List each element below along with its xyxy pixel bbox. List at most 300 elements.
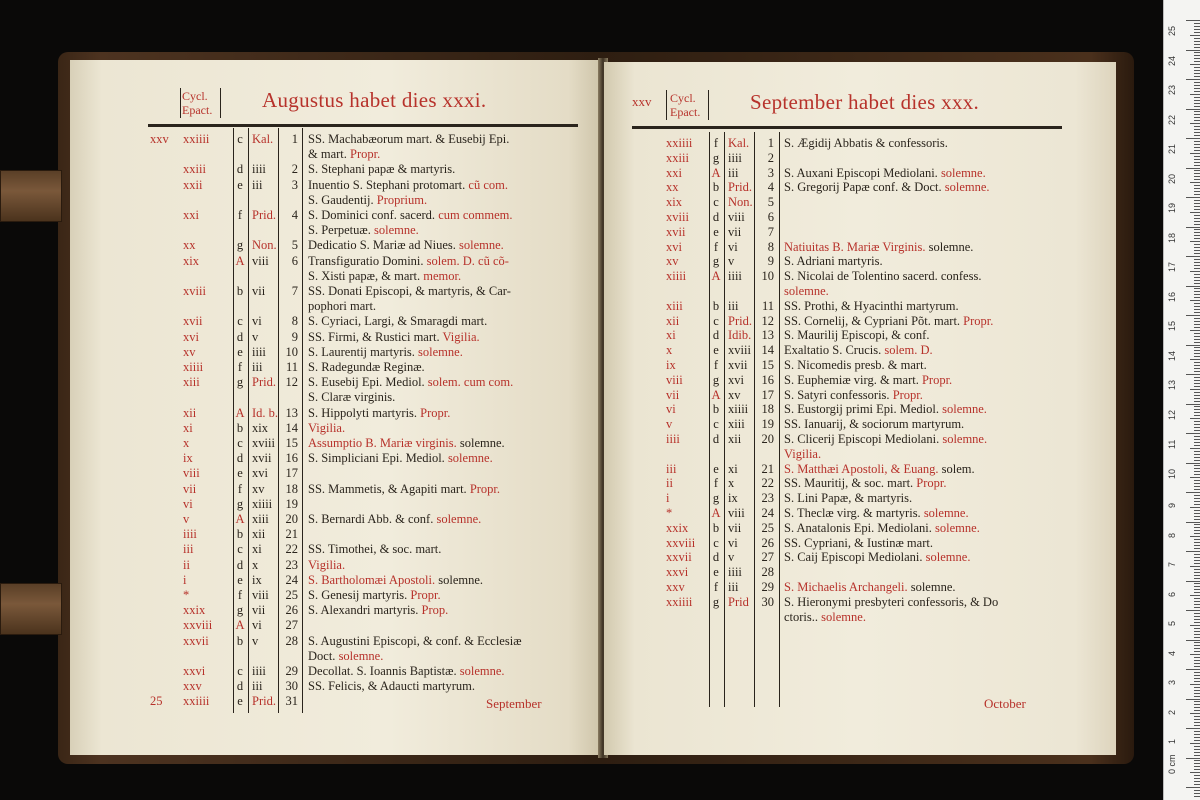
ruler-tick bbox=[1194, 793, 1200, 794]
cycle-number: i bbox=[666, 491, 670, 506]
measuring-ruler bbox=[1163, 0, 1200, 800]
ruler-tick bbox=[1194, 135, 1200, 136]
table-row bbox=[604, 166, 1116, 182]
cycle-number: xvii bbox=[666, 224, 686, 239]
roman-date: iiii bbox=[728, 150, 742, 165]
rubric-note: solemne. bbox=[942, 402, 987, 417]
rubric-note: Prop. bbox=[421, 603, 449, 618]
roman-date: xiii bbox=[728, 417, 745, 432]
ruler-tick bbox=[1194, 480, 1200, 481]
ruler-tick bbox=[1194, 790, 1200, 791]
roman-date: xviii bbox=[252, 436, 275, 450]
ruler-tick bbox=[1194, 132, 1200, 133]
ruler-tick bbox=[1194, 339, 1200, 340]
ruler-tick bbox=[1194, 563, 1200, 564]
dominical-letter: g bbox=[712, 254, 720, 269]
roman-date: Prid. bbox=[252, 375, 276, 390]
cycle-number: v bbox=[666, 417, 673, 432]
dominical-letter: b bbox=[712, 298, 720, 313]
dominical-letter: d bbox=[712, 550, 720, 565]
dominical-letter: c bbox=[713, 195, 719, 210]
day-number: 13 bbox=[285, 405, 298, 420]
feast-name: SS. Prothi, & Hyacinthi martyrum. bbox=[784, 298, 959, 313]
roman-date: iiii bbox=[252, 664, 266, 678]
table-row bbox=[604, 476, 1116, 492]
dominical-letter: g bbox=[712, 594, 720, 609]
feast-entry bbox=[308, 664, 505, 679]
ruler-tick bbox=[1194, 465, 1200, 466]
table-row bbox=[70, 284, 600, 300]
ruler-tick bbox=[1194, 678, 1200, 679]
ruler-tick bbox=[1194, 513, 1200, 514]
ruler-tick bbox=[1194, 560, 1200, 561]
ruler-label: 3 bbox=[1167, 679, 1177, 685]
table-row bbox=[604, 195, 1116, 211]
ruler-tick bbox=[1194, 457, 1200, 458]
table-row bbox=[604, 180, 1116, 196]
table-row bbox=[70, 634, 600, 650]
feast-name: S. Perpetuæ. bbox=[308, 223, 371, 238]
ruler-tick bbox=[1194, 628, 1200, 629]
ruler-tick bbox=[1190, 654, 1200, 655]
feast-name: Dedicatio S. Mariæ ad Niues. bbox=[308, 238, 456, 253]
ruler-tick bbox=[1194, 583, 1200, 584]
table-row bbox=[70, 178, 600, 194]
day-number: 24 bbox=[285, 572, 298, 587]
ruler-tick bbox=[1194, 280, 1200, 281]
rubric-note: solemne. bbox=[459, 238, 504, 253]
roman-date: xvii bbox=[252, 451, 272, 466]
roman-date: xvi bbox=[728, 372, 744, 387]
month-title: September habet dies xxx. bbox=[750, 90, 980, 114]
roman-date: iii bbox=[728, 298, 739, 313]
table-row bbox=[604, 565, 1116, 581]
ruler-tick bbox=[1194, 232, 1200, 233]
ruler-tick bbox=[1190, 536, 1200, 537]
rubric-note: solemne. bbox=[935, 520, 980, 535]
rubric-note: Propr. bbox=[892, 387, 923, 402]
cycle-number: xxvii bbox=[666, 550, 692, 565]
ruler-tick bbox=[1194, 749, 1200, 750]
day-number: 7 bbox=[767, 224, 774, 239]
ruler-tick bbox=[1194, 545, 1200, 546]
header-rule bbox=[220, 88, 221, 118]
feast-entry bbox=[308, 147, 380, 162]
ruler-tick bbox=[1194, 430, 1200, 431]
feast-entry bbox=[784, 373, 952, 388]
dominical-letter: c bbox=[237, 314, 243, 329]
ruler-tick bbox=[1194, 173, 1200, 174]
feast-name: S. Eusebij Epi. Mediol. bbox=[308, 375, 425, 390]
dominical-letter: c bbox=[237, 436, 243, 450]
ruler-tick bbox=[1186, 227, 1200, 228]
ruler-tick bbox=[1194, 55, 1200, 56]
day-number: 11 bbox=[285, 360, 298, 374]
table-row bbox=[604, 284, 1116, 300]
ruler-tick bbox=[1190, 271, 1200, 272]
ruler-tick bbox=[1194, 191, 1200, 192]
roman-date: vii bbox=[252, 603, 266, 618]
roman-date: xvi bbox=[252, 466, 268, 481]
cycle-number: i bbox=[183, 572, 187, 587]
feast-name: S. Hippolyti martyris. bbox=[308, 405, 418, 420]
ruler-tick bbox=[1194, 660, 1200, 661]
ruler-tick bbox=[1194, 406, 1200, 407]
dominical-letter: A bbox=[711, 506, 721, 520]
ruler-tick bbox=[1194, 701, 1200, 702]
ruler-tick bbox=[1194, 103, 1200, 104]
ruler-tick bbox=[1194, 294, 1200, 295]
feast-entry bbox=[784, 417, 964, 432]
ruler-tick bbox=[1194, 303, 1200, 304]
table-row bbox=[604, 343, 1116, 359]
ruler-label: 4 bbox=[1167, 650, 1177, 656]
feast-name: S. Caij Episcopi Mediolani. bbox=[784, 550, 923, 565]
feast-entry bbox=[784, 269, 981, 284]
rubric-note: solemne. bbox=[436, 512, 482, 526]
cycle-number: xiii bbox=[666, 298, 683, 313]
day-number: 13 bbox=[761, 328, 774, 343]
ruler-tick bbox=[1194, 760, 1200, 761]
ruler-tick bbox=[1194, 144, 1200, 145]
dominical-letter: b bbox=[236, 420, 244, 435]
ruler-tick bbox=[1186, 109, 1200, 110]
feast-entry bbox=[784, 254, 883, 269]
day-number: 20 bbox=[285, 512, 298, 526]
feast-name: S. Claræ virginis. bbox=[308, 390, 396, 405]
ruler-tick bbox=[1194, 203, 1200, 204]
dominical-letter: g bbox=[236, 496, 244, 511]
ruler-tick bbox=[1186, 286, 1200, 287]
feast-entry bbox=[308, 421, 345, 436]
table-row bbox=[70, 588, 600, 604]
ruler-tick bbox=[1194, 631, 1200, 632]
dominical-letter: c bbox=[237, 664, 243, 678]
day-number: 1 bbox=[291, 132, 298, 146]
cycle-number: xxiiii bbox=[183, 132, 210, 146]
rubric-note: Vigilia. bbox=[308, 420, 346, 435]
ruler-tick bbox=[1194, 238, 1200, 239]
ruler-label: 24 bbox=[1167, 55, 1177, 66]
ruler-tick bbox=[1194, 247, 1200, 248]
feast-name: S. Maurilij Episcopi, & conf. bbox=[784, 328, 930, 343]
day-number: 19 bbox=[761, 417, 774, 432]
table-row bbox=[70, 558, 600, 574]
roman-date: Prid. bbox=[252, 694, 276, 709]
ruler-tick bbox=[1186, 315, 1200, 316]
cycle-number: xi bbox=[666, 328, 676, 343]
table-row bbox=[604, 373, 1116, 389]
dominical-letter: e bbox=[713, 343, 719, 358]
ruler-tick bbox=[1190, 566, 1200, 567]
dominical-letter: e bbox=[237, 694, 243, 709]
roman-date: viii bbox=[728, 506, 745, 520]
feast-entry bbox=[308, 375, 513, 390]
feast-entry bbox=[308, 238, 504, 253]
day-number: 10 bbox=[285, 344, 298, 359]
cycle-number: xi bbox=[183, 420, 193, 435]
rubric-note: Propr. bbox=[921, 372, 953, 387]
ruler-tick bbox=[1194, 442, 1200, 443]
dominical-letter: b bbox=[236, 527, 244, 542]
rubric-note: cum commem. bbox=[438, 208, 513, 222]
day-number: 16 bbox=[285, 451, 298, 466]
dominical-letter: g bbox=[236, 375, 244, 390]
roman-date: Kal. bbox=[728, 136, 750, 150]
dominical-letter: c bbox=[237, 132, 243, 146]
cycle-number: xxi bbox=[666, 165, 682, 180]
feast-name: S. Nicomedis presb. & mart. bbox=[784, 358, 927, 372]
table-row bbox=[604, 417, 1116, 433]
ruler-tick bbox=[1190, 182, 1200, 183]
ruler-tick bbox=[1194, 651, 1200, 652]
table-row bbox=[604, 314, 1116, 330]
roman-date: Kal. bbox=[252, 132, 274, 146]
dominical-letter: d bbox=[236, 162, 244, 177]
dominical-letter: e bbox=[237, 344, 243, 359]
ruler-tick bbox=[1194, 88, 1200, 89]
table-row bbox=[70, 421, 600, 437]
ruler-label: 5 bbox=[1167, 620, 1177, 626]
rubric-note: Propr. bbox=[963, 313, 994, 328]
roman-date: Non. bbox=[728, 195, 753, 210]
cycle-number: xvi bbox=[183, 329, 199, 344]
ruler-tick bbox=[1194, 637, 1200, 638]
ruler-tick bbox=[1194, 209, 1200, 210]
feast-name: SS. Felicis, & Adaucti martyrum. bbox=[308, 679, 476, 694]
dominical-letter: d bbox=[712, 432, 720, 446]
ruler-tick bbox=[1194, 327, 1200, 328]
ruler-tick bbox=[1194, 268, 1200, 269]
ruler-tick bbox=[1194, 501, 1200, 502]
ruler-tick bbox=[1194, 76, 1200, 77]
ruler-tick bbox=[1194, 530, 1200, 531]
ruler-tick bbox=[1194, 690, 1200, 691]
feast-entry bbox=[308, 603, 448, 618]
cycle-number: iii bbox=[183, 542, 194, 557]
rubric-note: Vigilia. bbox=[308, 557, 346, 572]
epact-header: xxv bbox=[632, 94, 652, 109]
table-row bbox=[70, 482, 600, 498]
table-row bbox=[604, 402, 1116, 418]
ruler-label: 15 bbox=[1167, 320, 1177, 331]
cycle-number: vii bbox=[666, 387, 680, 402]
ruler-tick bbox=[1186, 610, 1200, 611]
feast-entry bbox=[308, 208, 512, 223]
roman-date: xvii bbox=[728, 358, 748, 372]
rubric-note: Propr. bbox=[420, 405, 451, 420]
dominical-letter: f bbox=[713, 239, 719, 254]
dominical-letter: c bbox=[713, 313, 719, 328]
table-row bbox=[70, 162, 600, 178]
dominical-letter: d bbox=[712, 210, 720, 224]
roman-date: vii bbox=[728, 520, 742, 535]
ruler-tick bbox=[1190, 684, 1200, 685]
day-number: 6 bbox=[767, 210, 774, 224]
table-row bbox=[70, 542, 600, 558]
table-row bbox=[604, 136, 1116, 152]
ruler-tick bbox=[1194, 696, 1200, 697]
dominical-letter: b bbox=[712, 402, 720, 417]
ruler-tick bbox=[1194, 460, 1200, 461]
table-row bbox=[70, 330, 600, 346]
roman-date: Prid. bbox=[252, 208, 276, 222]
cycl-label: Cycl. bbox=[182, 89, 208, 103]
dominical-letter: f bbox=[237, 481, 243, 496]
ruler-tick bbox=[1194, 619, 1200, 620]
ruler-tick bbox=[1194, 592, 1200, 593]
day-number: 31 bbox=[285, 694, 298, 709]
ruler-tick bbox=[1194, 769, 1200, 770]
ruler-label: 25 bbox=[1167, 25, 1177, 36]
feast-name: S. Simpliciani Epi. Mediol. bbox=[308, 451, 445, 466]
ruler-tick bbox=[1194, 41, 1200, 42]
ruler-tick bbox=[1194, 347, 1200, 348]
table-row bbox=[70, 679, 600, 695]
feast-entry bbox=[784, 491, 912, 506]
header-rule bbox=[708, 90, 709, 120]
table-row bbox=[604, 240, 1116, 256]
roman-date: xv bbox=[728, 387, 741, 402]
feast-entry bbox=[784, 136, 948, 151]
ruler-tick bbox=[1186, 699, 1200, 700]
ruler-tick bbox=[1194, 575, 1200, 576]
dominical-letter: e bbox=[237, 177, 243, 192]
ruler-tick bbox=[1194, 572, 1200, 573]
ruler-tick bbox=[1194, 409, 1200, 410]
ruler-tick bbox=[1190, 64, 1200, 65]
table-row bbox=[70, 512, 600, 528]
rank-note: solemne. bbox=[459, 436, 505, 450]
rubric-note: solemne. bbox=[923, 506, 969, 520]
feast-name: S. Eustorgij primi Epi. Mediol. bbox=[784, 402, 939, 417]
ruler-tick bbox=[1194, 468, 1200, 469]
ruler-tick bbox=[1190, 772, 1200, 773]
ruler-tick bbox=[1194, 722, 1200, 723]
table-row bbox=[604, 447, 1116, 463]
feast-name: SS. Ianuarij, & sociorum martyrum. bbox=[784, 417, 965, 432]
roman-date: Id. b. bbox=[252, 405, 279, 420]
day-number: 4 bbox=[291, 208, 298, 222]
ruler-tick bbox=[1194, 519, 1200, 520]
cycle-number: xx bbox=[183, 238, 196, 253]
rubric-note: solemne. bbox=[447, 451, 493, 466]
feast-name: S. Nicolai de Tolentino sacerd. confess. bbox=[784, 269, 982, 284]
cycle-number: xxvi bbox=[183, 664, 206, 678]
feast-name: S. Auxani Episcopi Mediolani. bbox=[784, 165, 938, 180]
feast-entry bbox=[308, 223, 419, 238]
ruler-tick bbox=[1194, 569, 1200, 570]
header-rule bbox=[148, 124, 578, 127]
table-row bbox=[604, 506, 1116, 522]
rubric-note: Vigilia. bbox=[442, 329, 480, 344]
ruler-tick bbox=[1186, 50, 1200, 51]
rank-note: solemne. bbox=[928, 239, 974, 254]
ruler-label: 2 bbox=[1167, 709, 1177, 715]
rubric-note: Natiuitas B. Mariæ Virginis. bbox=[784, 239, 926, 254]
roman-date: iiii bbox=[252, 344, 266, 359]
feast-name: S. Clicerij Episcopi Mediolani. bbox=[784, 432, 940, 446]
ruler-tick bbox=[1190, 330, 1200, 331]
dominical-letter: A bbox=[711, 165, 721, 180]
cycle-number: * bbox=[666, 506, 673, 520]
cycle-number: xxiiii bbox=[666, 136, 693, 150]
dominical-letter: f bbox=[713, 580, 719, 594]
roman-date: viii bbox=[728, 210, 745, 224]
cycle-number: iiii bbox=[183, 527, 197, 542]
cycle-number: xiiii bbox=[183, 360, 204, 374]
ruler-tick bbox=[1194, 194, 1200, 195]
table-row bbox=[604, 269, 1116, 285]
feast-entry bbox=[784, 240, 973, 255]
ruler-label: 9 bbox=[1167, 502, 1177, 508]
rubric-note: Propr. bbox=[410, 588, 441, 602]
rank-note: solem. bbox=[941, 461, 975, 476]
day-number: 10 bbox=[761, 269, 774, 284]
ruler-tick bbox=[1194, 716, 1200, 717]
cycle-number: xviii bbox=[666, 210, 689, 224]
ruler-tick bbox=[1190, 713, 1200, 714]
table-row bbox=[70, 573, 600, 589]
day-number: 16 bbox=[761, 372, 774, 387]
feast-entry bbox=[308, 482, 500, 497]
feast-entry bbox=[784, 432, 987, 447]
ruler-label: 11 bbox=[1167, 439, 1177, 449]
feast-entry bbox=[784, 595, 998, 610]
cycle-number: iiii bbox=[666, 432, 680, 446]
dominical-letter: e bbox=[237, 466, 243, 481]
feast-name: SS. Firmi, & Rustici mart. bbox=[308, 329, 440, 344]
month-title: Augustus habet dies xxxi. bbox=[262, 88, 487, 112]
rubric-note: S. Michaelis Archangeli. bbox=[784, 580, 908, 594]
ruler-label: 18 bbox=[1167, 232, 1177, 243]
feast-name: S. Anatalonis Epi. Mediolani. bbox=[784, 520, 932, 535]
day-number: 19 bbox=[285, 496, 298, 511]
ruler-tick bbox=[1194, 445, 1200, 446]
day-number: 14 bbox=[285, 420, 298, 435]
ruler-tick bbox=[1194, 398, 1200, 399]
feast-name: SS. Cornelij, & Cypriani Põt. mart. bbox=[784, 313, 961, 328]
table-row bbox=[70, 223, 600, 239]
ruler-tick bbox=[1194, 100, 1200, 101]
dominical-letter: A bbox=[711, 387, 721, 402]
feast-name: S. Cyriaci, Largi, & Smaragdi mart. bbox=[308, 314, 488, 329]
rubric-note: Propr. bbox=[350, 147, 381, 162]
roman-date: vii bbox=[728, 224, 742, 239]
table-row bbox=[604, 595, 1116, 611]
dominical-letter: g bbox=[712, 372, 720, 387]
ruler-tick bbox=[1194, 97, 1200, 98]
ruler-tick bbox=[1190, 448, 1200, 449]
cycle-number: xxiiii bbox=[666, 594, 693, 609]
ruler-tick bbox=[1194, 52, 1200, 53]
dominical-letter: A bbox=[235, 253, 245, 268]
ruler-tick bbox=[1194, 165, 1200, 166]
day-number: 8 bbox=[291, 314, 298, 329]
cycle-number: xv bbox=[183, 344, 196, 359]
day-number: 9 bbox=[767, 254, 774, 269]
table-row bbox=[70, 497, 600, 513]
ruler-tick bbox=[1194, 439, 1200, 440]
catchword: September bbox=[486, 696, 542, 711]
table-row bbox=[70, 360, 600, 376]
dominical-letter: c bbox=[713, 535, 719, 550]
feast-entry bbox=[784, 506, 969, 521]
table-row bbox=[604, 151, 1116, 167]
ruler-tick bbox=[1194, 687, 1200, 688]
cycle-number: xxix bbox=[666, 520, 689, 535]
ruler-label: 16 bbox=[1167, 291, 1177, 302]
